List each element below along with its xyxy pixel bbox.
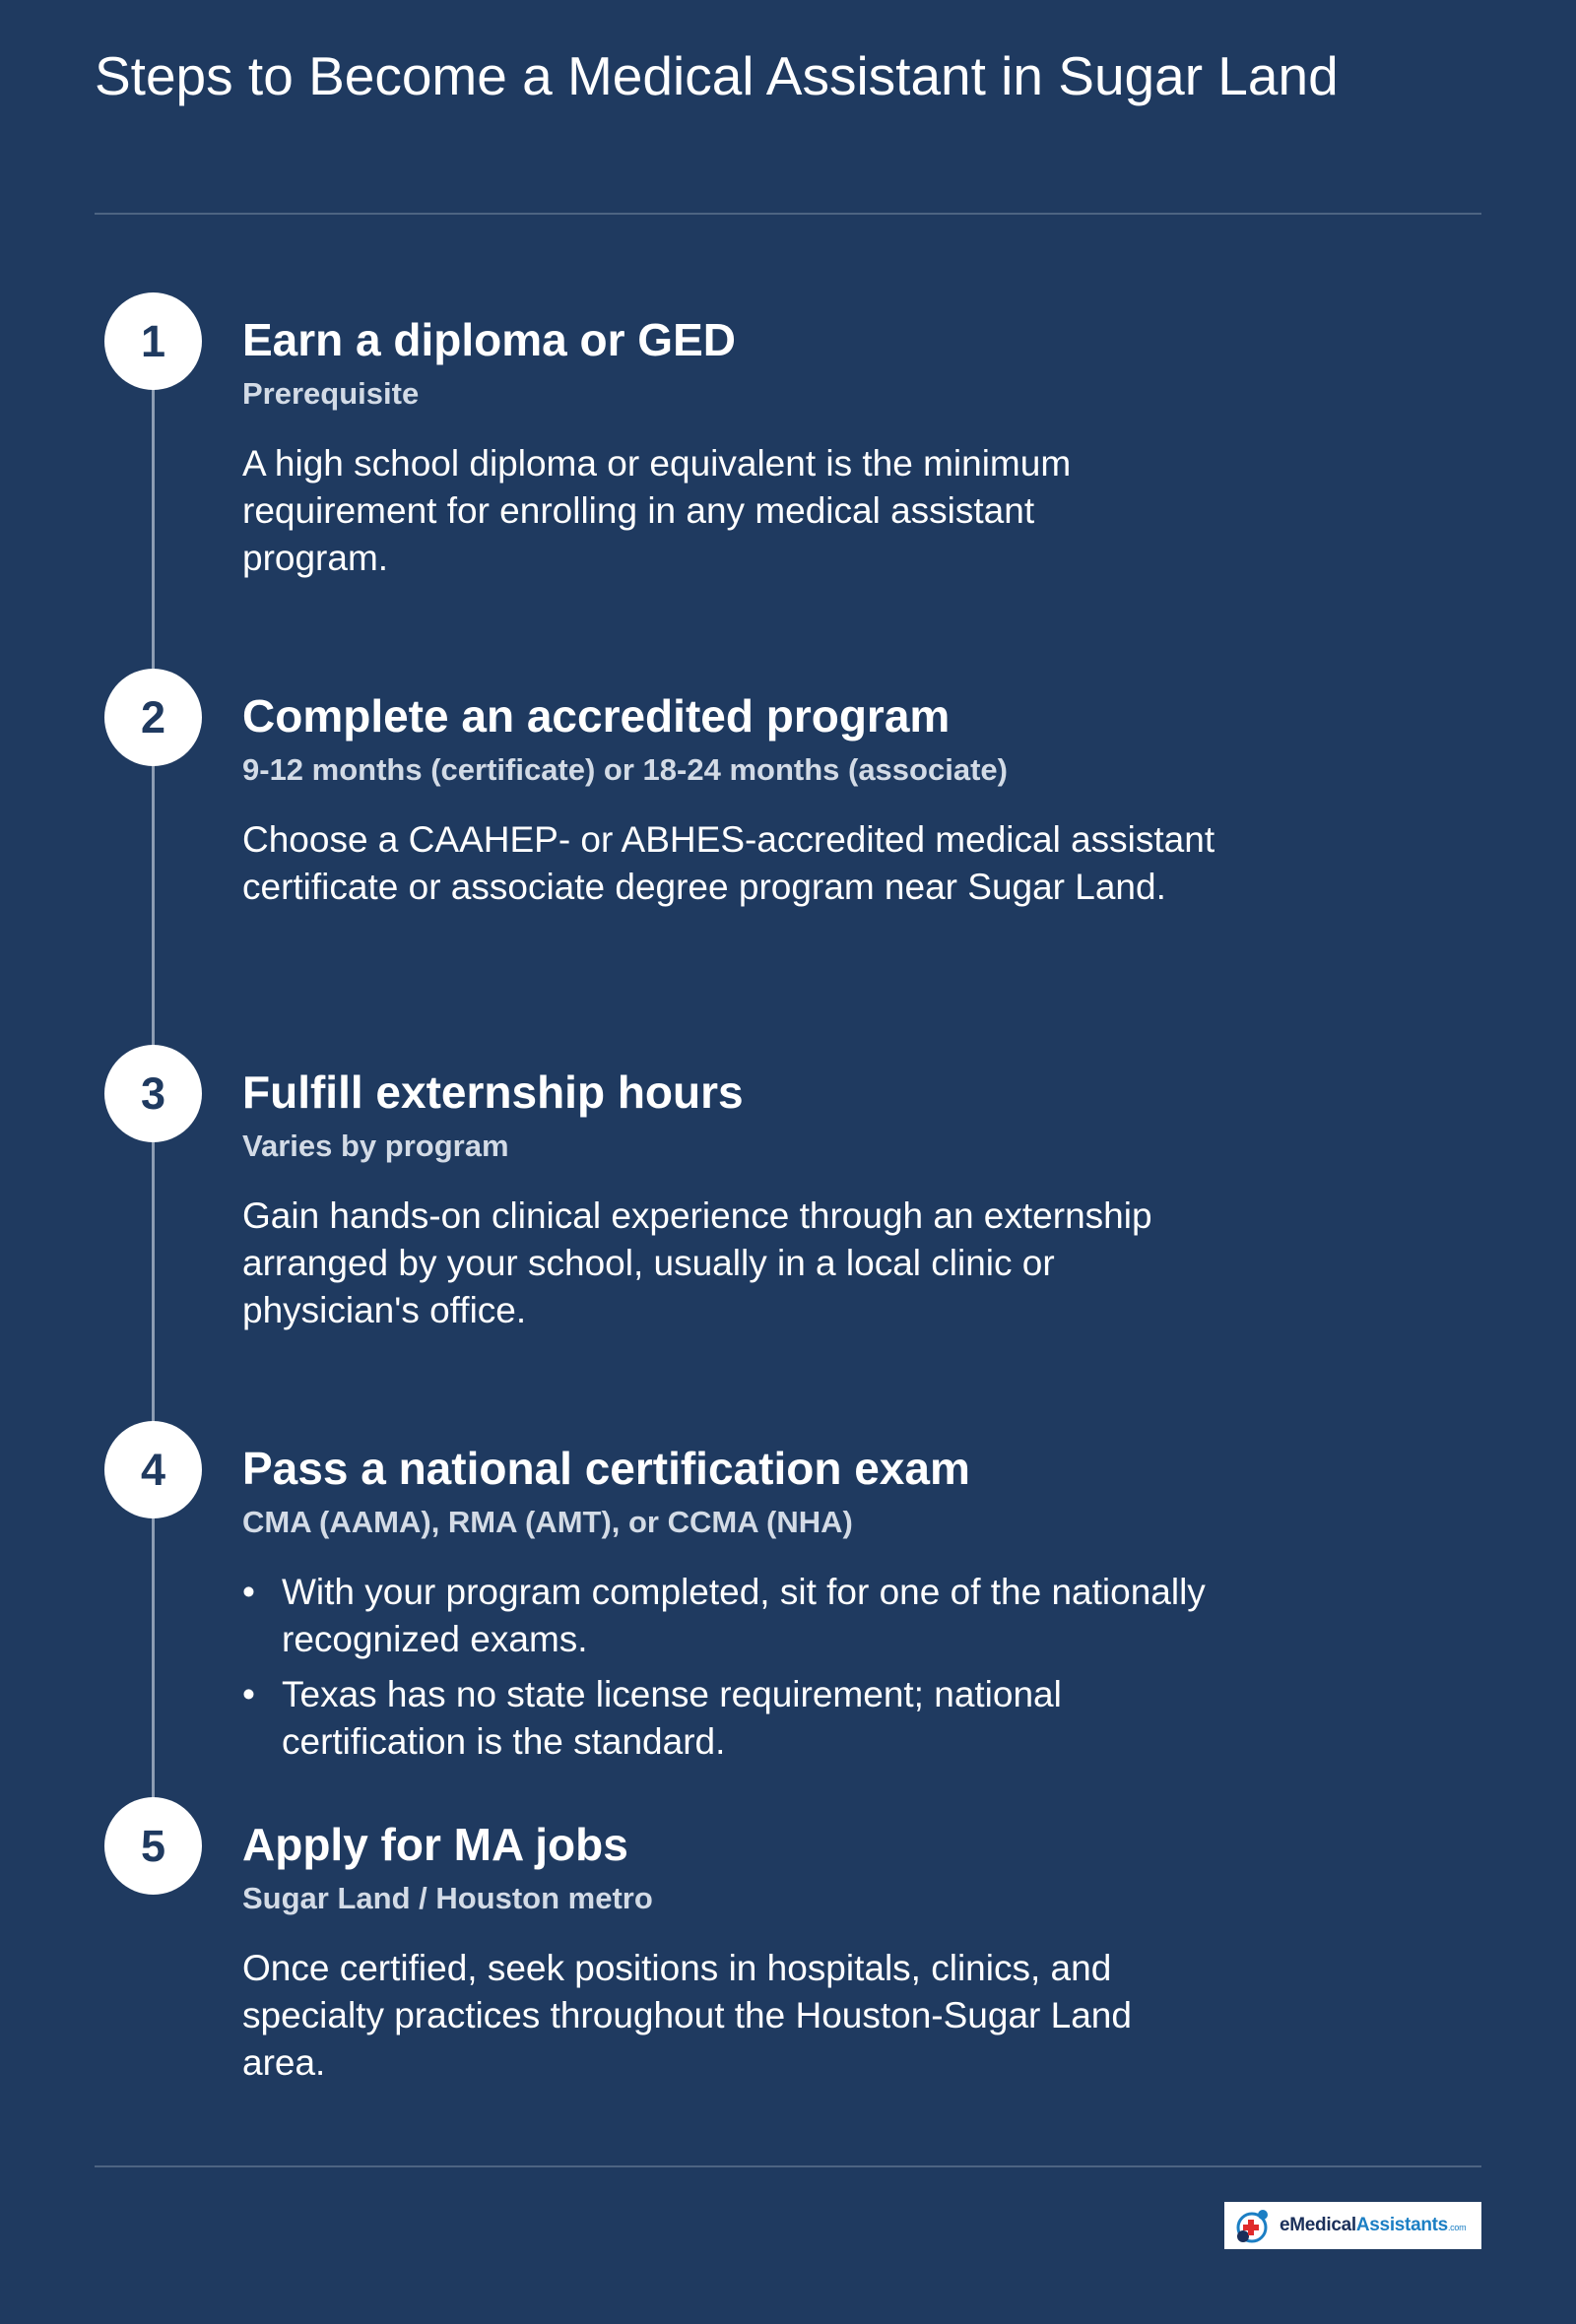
step-subtitle: Prerequisite [242, 376, 420, 411]
step-subtitle: CMA (AAMA), RMA (AMT), or CCMA (NHA) [242, 1505, 853, 1539]
step-bullet-list [242, 1569, 1227, 1774]
step-number-badge: 4 [104, 1421, 202, 1518]
step-title: Fulfill externship hours [242, 1066, 744, 1118]
step-title: Pass a national certification exam [242, 1443, 970, 1494]
step-subtitle: Sugar Land / Houston metro [242, 1881, 653, 1915]
bullet-text: With your program completed, sit for one of the nationally recognized exams. [282, 1572, 1206, 1659]
step-number-badge: 2 [104, 669, 202, 766]
step-description: Once certified, seek positions in hospitals, clinics, and specialty practices throughout the Houston-Sugar Land area. [242, 1948, 1132, 2083]
logo-wordmark [1280, 2215, 1466, 2236]
footer-divider [95, 2165, 1481, 2167]
step-number-badge: 5 [104, 1797, 202, 1895]
step-description: A high school diploma or equivalent is the minimum requirement for enrolling in any medical assistant program. [242, 443, 1072, 578]
logo-text-part-2: Assistants [1355, 2215, 1448, 2235]
step-number-badge: 3 [104, 1045, 202, 1142]
bullet-text: Texas has no state license requirement; national certification is the standard. [282, 1674, 1062, 1762]
logo-text-part-1: eMedical [1280, 2215, 1356, 2235]
step-description: Gain hands-on clinical experience through an externship arranged by your school, usually in a local clinic or physician's office. [242, 1195, 1152, 1330]
step-description: Choose a CAAHEP- or ABHES-accredited medical assistant certificate or associate degree program near Sugar Land. [242, 819, 1215, 907]
step-title: Earn a diploma or GED [242, 314, 736, 365]
step-number-badge: 1 [104, 292, 202, 390]
step-title: Complete an accredited program [242, 690, 951, 742]
bullet-icon: • [242, 1674, 255, 1714]
emedicalassistants-logo[interactable] [1224, 2202, 1481, 2249]
list-item [242, 1569, 1227, 1663]
page-title: Steps to Become a Medical Assistant in Sugar Land [95, 45, 1339, 106]
logo-text-part-3: .com [1447, 2223, 1467, 2232]
step-title: Apply for MA jobs [242, 1819, 628, 1870]
step-subtitle: 9-12 months (certificate) or 18-24 months (associate) [242, 752, 1008, 787]
step-subtitle: Varies by program [242, 1129, 509, 1163]
list-item [242, 1671, 1227, 1766]
header-divider [95, 213, 1481, 215]
bullet-icon: • [242, 1572, 255, 1612]
medical-cross-logo-icon [1232, 2206, 1276, 2245]
